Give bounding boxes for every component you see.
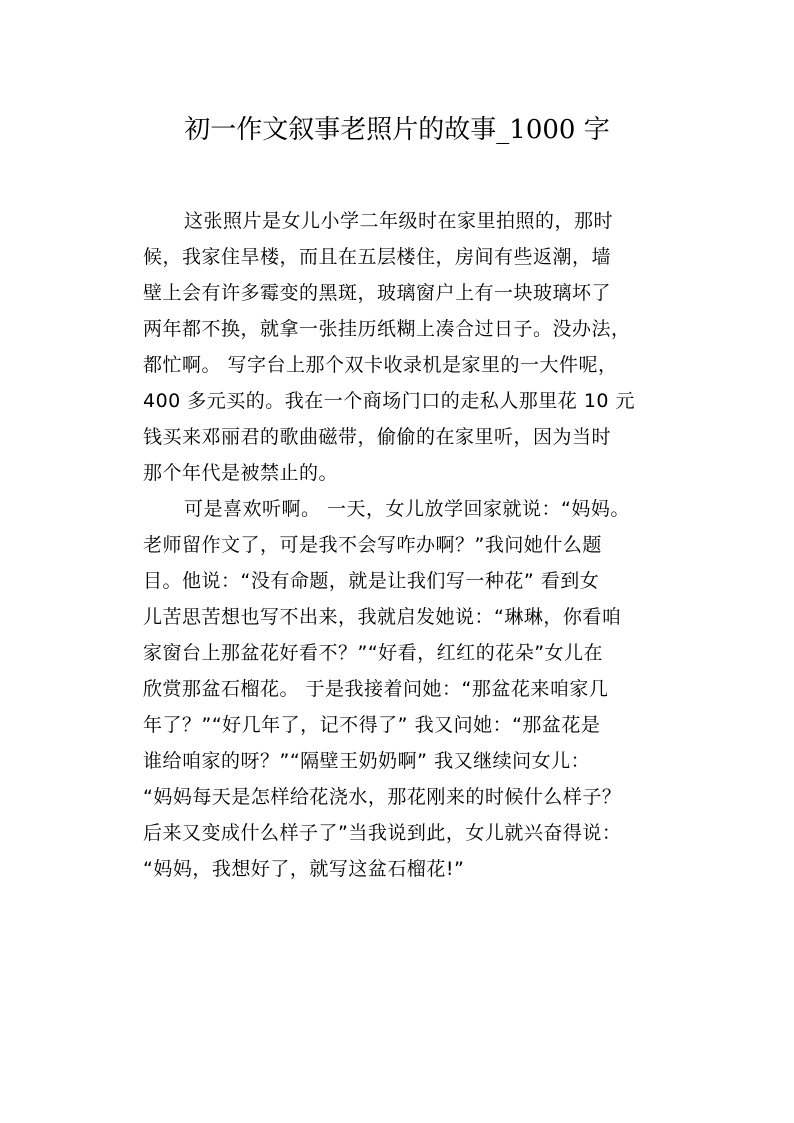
body-line: 可是喜欢听啊。 一天，女儿放学回家就说：“妈妈。 <box>184 498 630 520</box>
body-line: 400 多元买的。我在一个商场门口的走私人那里花 10 元 <box>143 390 636 412</box>
document-title: 初一作文叙事老照片的故事_1000 字 <box>184 115 610 145</box>
body-line: 都忙啊。 写字台上那个双卡收录机是家里的一大件呢， <box>143 354 618 376</box>
body-line: 家窗台上那盆花好看不？”“好看，红红的花朵”女儿在 <box>143 642 604 664</box>
body-line: “妈妈每天是怎样给花浇水，那花刚来的时候什么样子？ <box>143 786 622 808</box>
body-line: 钱买来邓丽君的歌曲磁带，偷偷的在家里听，因为当时 <box>143 426 612 448</box>
body-line: 那个年代是被禁止的。 <box>143 462 339 484</box>
body-line: 欣赏那盆石榴花。 于是我接着问她：“那盆花来咱家几 <box>143 678 609 700</box>
body-line: 儿苦思苦想也写不出来，我就启发她说：“琳琳，你看咱 <box>143 606 622 628</box>
body-line: 年了？”“好几年了，记不得了” 我又问她：“那盆花是 <box>143 714 601 736</box>
body-line: 这张照片是女儿小学二年级时在家里拍照的，那时 <box>184 210 614 232</box>
body-line: 候，我家住旱楼，而且在五层楼住，房间有些返潮，墙 <box>143 246 612 268</box>
body-line: 两年都不换，就拿一张挂历纸糊上凑合过日子。没办法， <box>143 318 631 340</box>
body-line: 老师留作文了，可是我不会写咋办啊？”我问她什么题 <box>143 534 602 556</box>
body-line: 壁上会有许多霉变的黑斑，玻璃窗户上有一块玻璃坏了 <box>143 282 612 304</box>
body-line: 目。他说：“没有命题，就是让我们写一种花” 看到女 <box>143 570 600 592</box>
body-line: 谁给咱家的呀？”“隔壁王奶奶啊” 我又继续问女儿： <box>143 750 591 772</box>
body-line: 后来又变成什么样子了”当我说到此，女儿就兴奋得说： <box>143 822 622 844</box>
document-body <box>143 203 671 887</box>
body-line: “妈妈，我想好了，就写这盆石榴花!” <box>143 858 465 880</box>
